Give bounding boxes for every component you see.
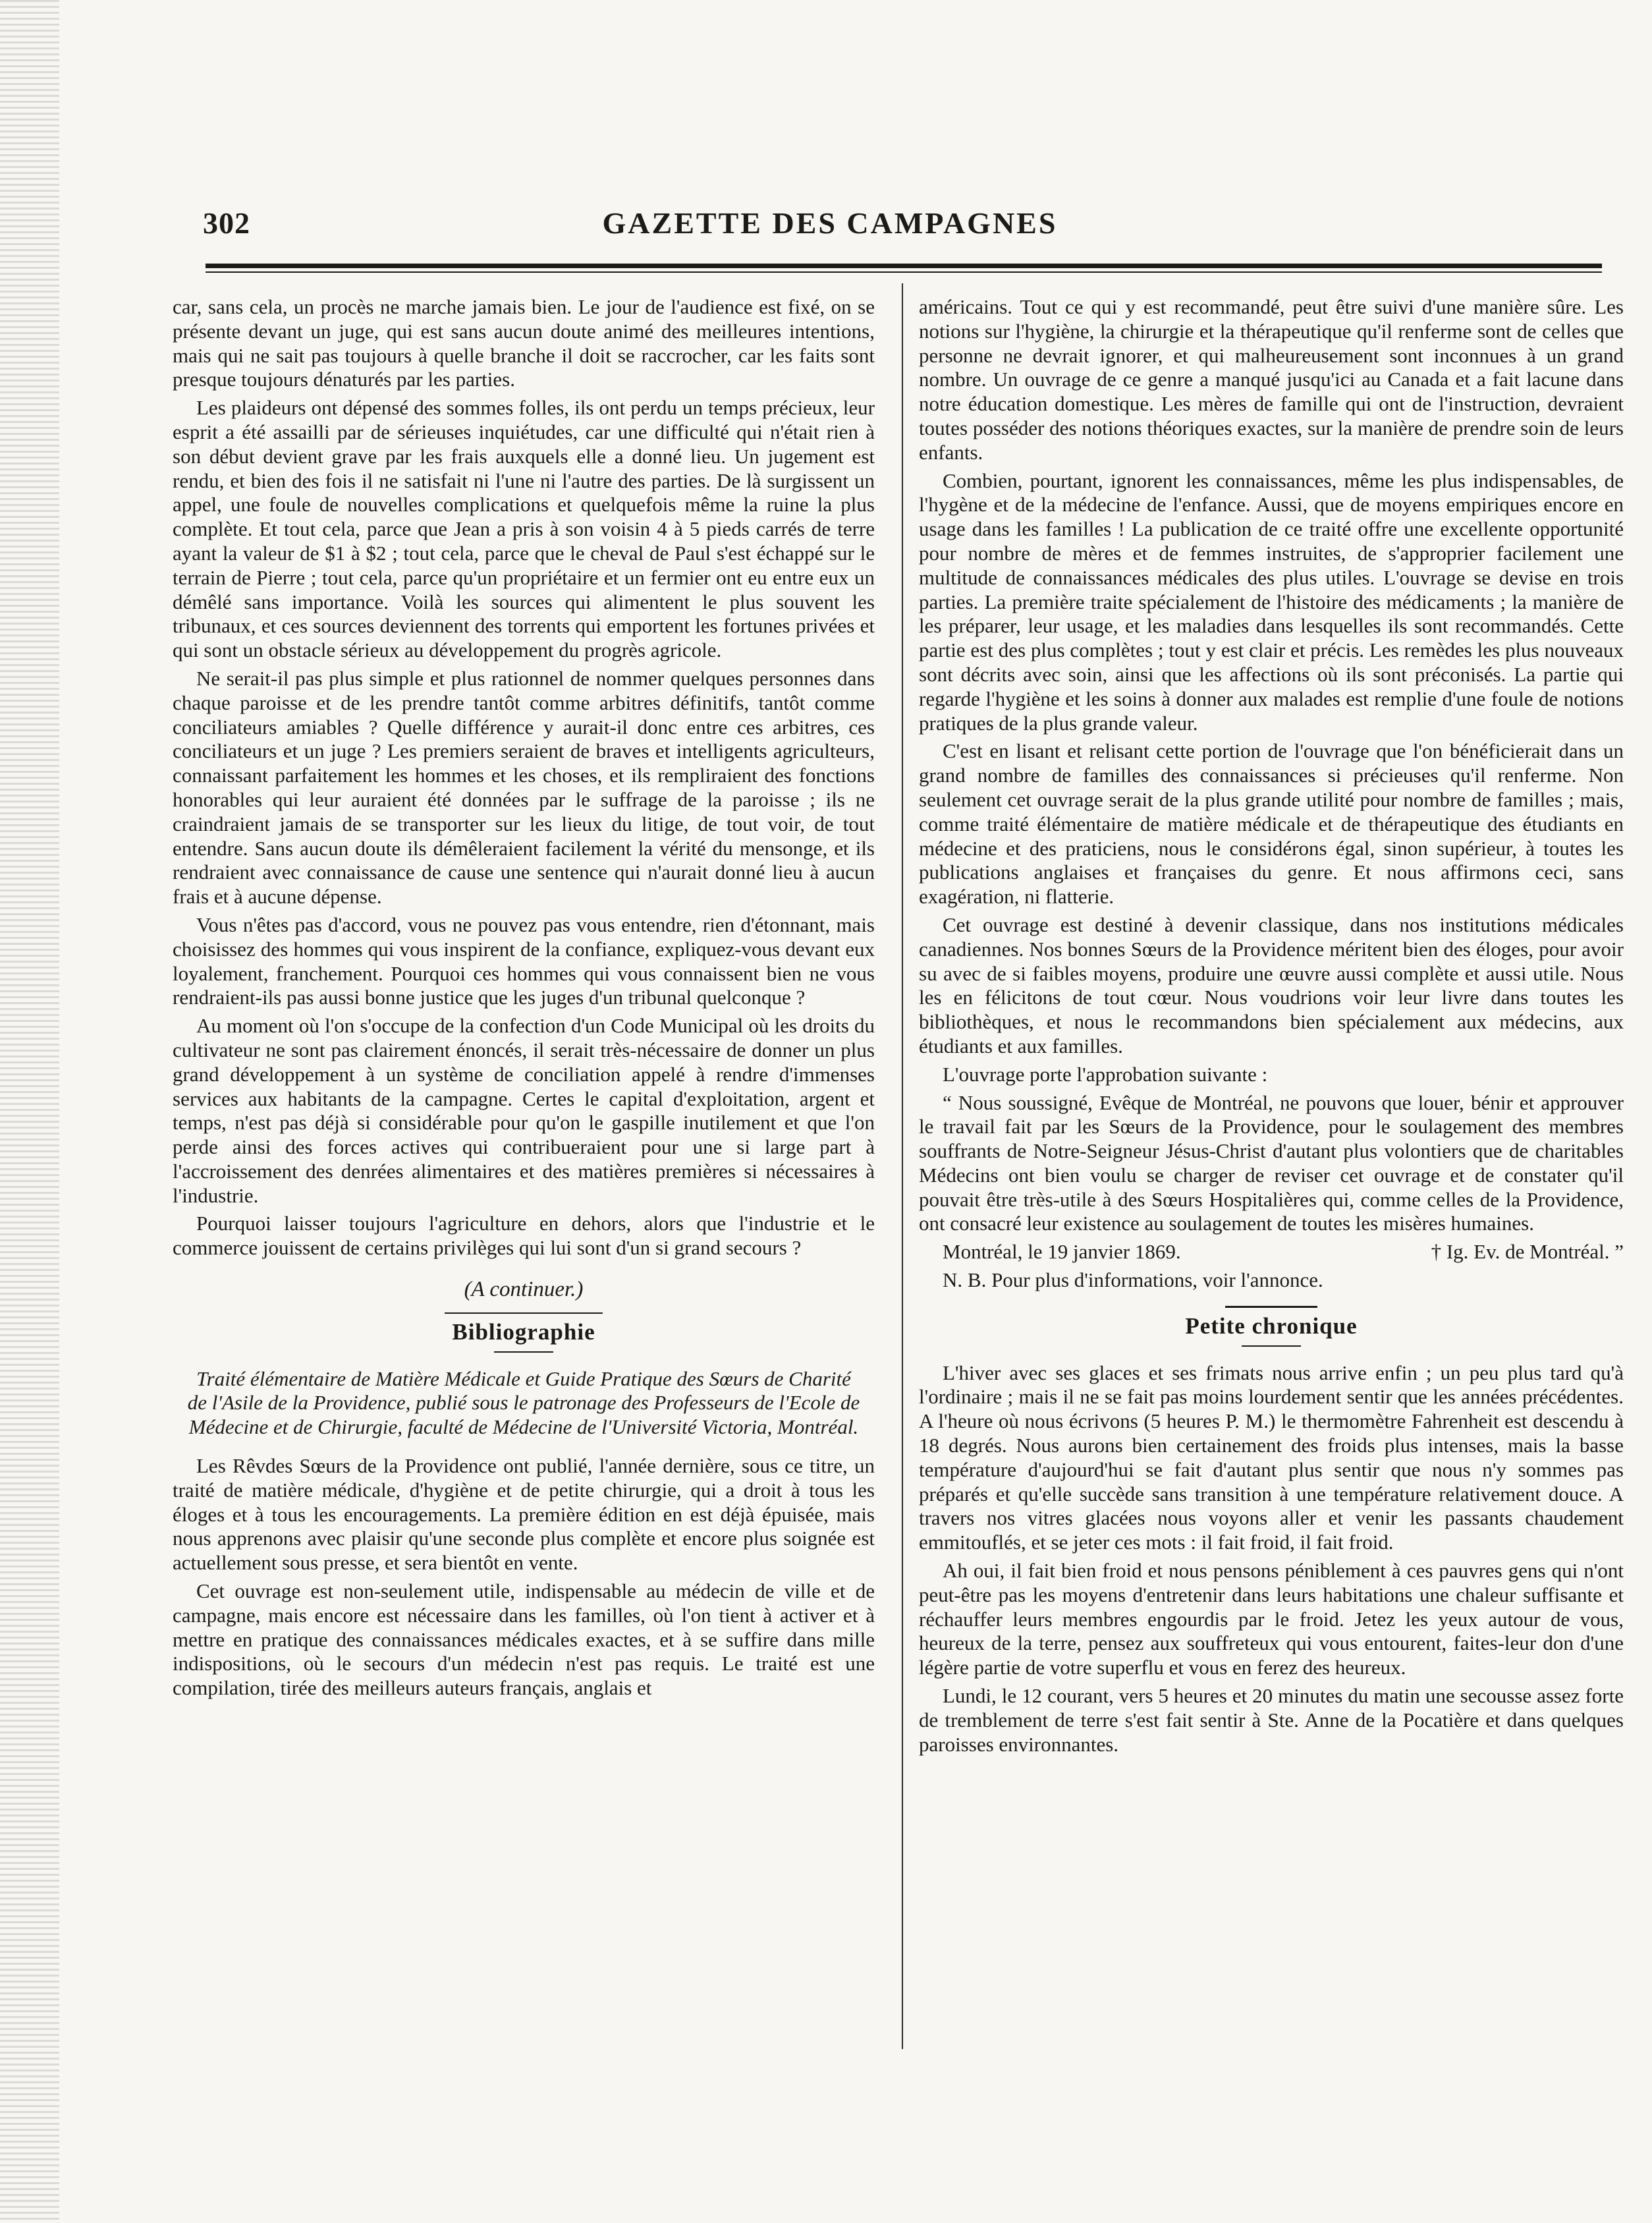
article-paragraph: Cet ouvrage est destiné à devenir classique, dans nos institutions médicales canadiennes. Nos bonnes Sœurs de la Providence méritent bien des éloges, pour avoir su avec de si faibles moyens, produire une œuvre aussi complète et aussi utile. Nous les en félicitons de tout cœur. Nous voudrions voir leur livre dans toutes les bibliothèques, et nous le recommandons bien spécialement aux médecins, aux étudiants et aux familles. xyxy=(919,913,1624,1057)
article-paragraph: L'ouvrage porte l'approbation suivante : xyxy=(943,1062,1268,1086)
chronique-paragraph: Lundi, le 12 courant, vers 5 heures et 20 minutes du matin une secousse assez forte de tremblement de terre s'est fait sentir à Ste. Anne de la Pocatière et dans quelques paroisses environnantes. xyxy=(919,1684,1624,1756)
article-paragraph: Au moment où l'on s'occupe de la confection d'un Code Municipal où les droits du cultivateur ne sont pas clairement énoncés, il serait très-nécessaire de donner un plus grand développement à un système de conciliation appelé à rendre d'immenses services aux habitants de la campagne. Certes le capital d'exploitation, argent et temps, n'est pas déjà si considérable pour qu'on le gaspille inutilement et que l'on perde ainsi des forces actives qui contribueraient pour une si large part à l'accroissement des denrées alimentaires et des matières premières si nécessaires à l'industrie. xyxy=(173,1014,875,1207)
page-header xyxy=(198,206,1462,245)
chronique-heading: Petite chronique xyxy=(1185,1312,1358,1339)
page-number: 302 xyxy=(203,206,250,240)
signature-place-date: Montréal, le 19 janvier 1869. xyxy=(943,1240,1181,1264)
article-paragraph: Vous n'êtes pas d'accord, vous ne pouvez pas vous entendre, rien d'étonnant, mais choisissez des hommes qui vous inspirent de la confiance, expliquez-vous devant eux loyalement, franchement. Pourquoi ces hommes qui vous connaissent bien ne vous rendraient-ils pas aussi bonne justice que les juges d'un tribunal quelconque ? xyxy=(173,913,875,1009)
section-separator xyxy=(1225,1306,1317,1308)
binding-edge xyxy=(0,0,59,2223)
running-title: GAZETTE DES CAMPAGNES xyxy=(602,206,1058,240)
signature-line xyxy=(919,1240,1624,1264)
article-paragraph: Les plaideurs ont dépensé des sommes folles, ils ont perdu un temps précieux, leur esprit a été assailli par de sérieuses inquiétudes, car une difficulté qui n'était rien à son début devient grave par les frais auxquels elle a donné lieu. Un jugement est rendu, et bien des fois il ne satisfait ni l'une ni l'autre des parties. De là surgissent un appel, une foule de nouvelles complications et quelquefois même la ruine la plus complète. Et tout cela, parce que Jean a pris à son voisin 4 à 5 pieds carrés de terre ayant la valeur de $1 à $2 ; tout cela, parce que le cheval de Paul s'est échappé sur le terrain de Pierre ; tout cela, parce qu'un propriétaire et un fermier ont eu entre eux un démêlé sans importance. Voilà les sources qui alimentent le plus souvent les tribunaux, et ces sources deviennent des torrents qui emportent les fortunes privées et qui sont un obstacle sérieux au développement du progrès agricole. xyxy=(173,396,875,662)
article-paragraph: Pourquoi laisser toujours l'agriculture en dehors, alors que l'industrie et le commerce jouissent de certains privilèges qui lui sont d'un si grand secours ? xyxy=(173,1212,875,1260)
article-paragraph: C'est en lisant et relisant cette portion de l'ouvrage que l'on bénéficierait dans un grand nombre de familles des connaissances si précieuses qu'il renferme. Non seulement cet ouvrage serait de la plus grande utilité pour nombre de familles ; mais, comme traité élémentaire de matière médicale et de thérapeutique des étudiants en médecine et des praticiens, nous le considérons égal, sinon supérieur, à toutes les publications anglaises et françaises du genre. Et nous affirmons ceci, sans exagération, ni flatterie. xyxy=(919,739,1624,909)
article-paragraph: Ne serait-il pas plus simple et plus rationnel de nommer quelques personnes dans chaque paroisse et de les prendre tantôt comme arbitres définitifs, tantôt comme conciliateurs amiables ? Quelle différence y aurait-il donc entre ces arbitres, ces conciliateurs et un juge ? Les premiers seraient de braves et intelligents agriculteurs, connaissant parfaitement les hommes et les choses, et ils rempliraient des fonctions honorables qui leur auraient été données par le suffrage de la paroisse ; ils ne craindraient jamais de se transporter sur les lieux du litige, de tout voir, de tout entendre. Sans aucun doute ils démêleraient facilement la vérité du mensonge, et ils rendraient avec connaissance de cause une sentence qui n'aurait donné lieu à aucun frais et à aucune dépense. xyxy=(173,666,875,909)
book-title: Traité élémentaire de Matière Médicale et Guide Pratique des Sœurs de Charité de l'Asile de la Providence, publié sous le patronage des Professeurs de l'Ecole de Médecine et de Chirurgie, faculté de Médecine de l'Université Victoria, Montréal. xyxy=(187,1366,860,1439)
column-divider xyxy=(902,283,903,2049)
header-rule xyxy=(206,264,1602,268)
article-paragraph: Combien, pourtant, ignorent les connaissances, même les plus indispensables, de l'hygène et de la médecine de l'enfance. Aussi, que de moyens empiriques encore en usage dans les familles ! La publication de ce traité offre une excellente opportunité pour nombre de mères et de femmes instruites, de s'approprier facilement une multitude de connaissances médicales des plus utiles. L'ouvrage se devise en trois parties. La première traite spécialement de l'histoire des médicaments ; la manière de les préparer, leur usage, et les maladies dans lesquelles ils sont recommandés. Cette partie est des plus complètes ; tout y est clair et précis. Les remèdes les plus nouveaux sont décrits avec soin, ainsi que les affections où ils sont préconisés. La partie qui regarde l'hygiène et les soins à donner aux malades est remplie d'une foule de notions pratiques de la plus grande valeur. xyxy=(919,468,1624,735)
nb-note: N. B. Pour plus d'informations, voir l'annonce. xyxy=(943,1268,1323,1292)
heading-underline xyxy=(494,1351,553,1353)
bibliography-paragraph: Cet ouvrage est non-seulement utile, indispensable au médecin de ville et de campagne, mais encore est nécessaire dans les familles, où l'on tient à activer et à mettre en pratique des connaissances médicales exactes, et à se suffire dans mille indispositions, où le secours d'un médecin n'est pas requis. Le traité est une compilation, tirée des meilleurs auteurs français, anglais et xyxy=(173,1579,875,1700)
left-column xyxy=(173,295,875,1704)
continue-note: (A continuer.) xyxy=(464,1278,584,1302)
approval-quote: “ Nous soussigné, Evêque de Montréal, ne pouvons que louer, bénir et approuver le travail fait par les Sœurs de la Providence, pour le soulagement des membres souffrants de Notre-Seigneur Jésus-Christ d'autant plus volontiers que de charitables Médecins ont bien voulu se charger de reviser cet ouvrage et de constater qu'il pouvait être très-utile à des Sœurs Hospitalières qui, comme celles de la Providence, ont consacré leur existence au soulagement de toutes les misères humaines. xyxy=(919,1090,1624,1235)
heading-underline xyxy=(1242,1345,1301,1347)
article-paragraph: car, sans cela, un procès ne marche jamais bien. Le jour de l'audience est fixé, on se présente devant un juge, qui est sans aucun doute animé des meilleures intentions, mais qui ne sait pas toujours à quelle branche il doit se raccrocher, car les faits sont presque toujours dénaturés par les parties. xyxy=(173,295,875,391)
bibliography-paragraph: Les Rêvdes Sœurs de la Providence ont publié, l'année dernière, sous ce titre, un traité de matière médicale, d'hygiène et de petite chirurgie, qui a droit à tous les éloges et à tous les encouragements. La première édition en est déjà épuisée, mais nous apprenons avec plaisir qu'une seconde plus complète et encore plus soignée est actuellement sous presse, et sera bientôt en vente. xyxy=(173,1454,875,1575)
section-separator xyxy=(445,1312,603,1314)
right-column xyxy=(919,295,1624,1760)
chronique-paragraph: Ah oui, il fait bien froid et nous pensons péniblement à ces pauvres gens qui n'ont peut-être pas les moyens d'entretenir dans leurs habitations une chaleur suffisante et réchauffer leurs membres engourdis par le froid. Jetez les yeux autour de vous, heureux de la terre, pensez aux souffreteux qui vous entourent, faites-leur don d'une légère partie de votre superflu et vous en ferez des heureux. xyxy=(919,1559,1624,1679)
chronique-paragraph: L'hiver avec ses glaces et ses frimats nous arrive enfin ; un peu plus tard qu'à l'ordinaire ; mais il ne se fait pas moins lourdement sentir que les années précédentes. A l'heure où nous écrivons (5 heures P. M.) le thermomètre Fahrenheit est descendu à 18 degrés. Nous aurons bien certainement des froids plus intenses, mais la basse température d'aujourd'hui se fait d'autant plus sentir que nous n'y sommes pas préparés et qu'elle succède sans transition à une température relativement douce. A travers nos vitres glacées nous voyons aller et venir les passants chaudement emmitouflés, et se jeter ces mots : il fait froid, il fait froid. xyxy=(919,1361,1624,1554)
bibliography-heading: Bibliographie xyxy=(452,1318,595,1345)
article-paragraph: américains. Tout ce qui y est recommandé, peut être suivi d'une manière sûre. Les notions sur l'hygiène, la chirurgie et la thérapeutique qu'il renferme sont de celles que personne ne devrait ignorer, et qui malheureusement sont inconnues à un grand nombre. Un ouvrage de ce genre a manqué jusqu'ici au Canada et a fait lacune dans notre éducation domestique. Les mères de famille qui ont de l'instruction, devraient toutes posséder des notions théoriques exactes, sur la manière de prendre soin de leurs enfants. xyxy=(919,295,1624,464)
signature-signer: † Ig. Ev. de Montréal. ” xyxy=(1431,1240,1624,1264)
header-rule-thin xyxy=(206,271,1602,273)
